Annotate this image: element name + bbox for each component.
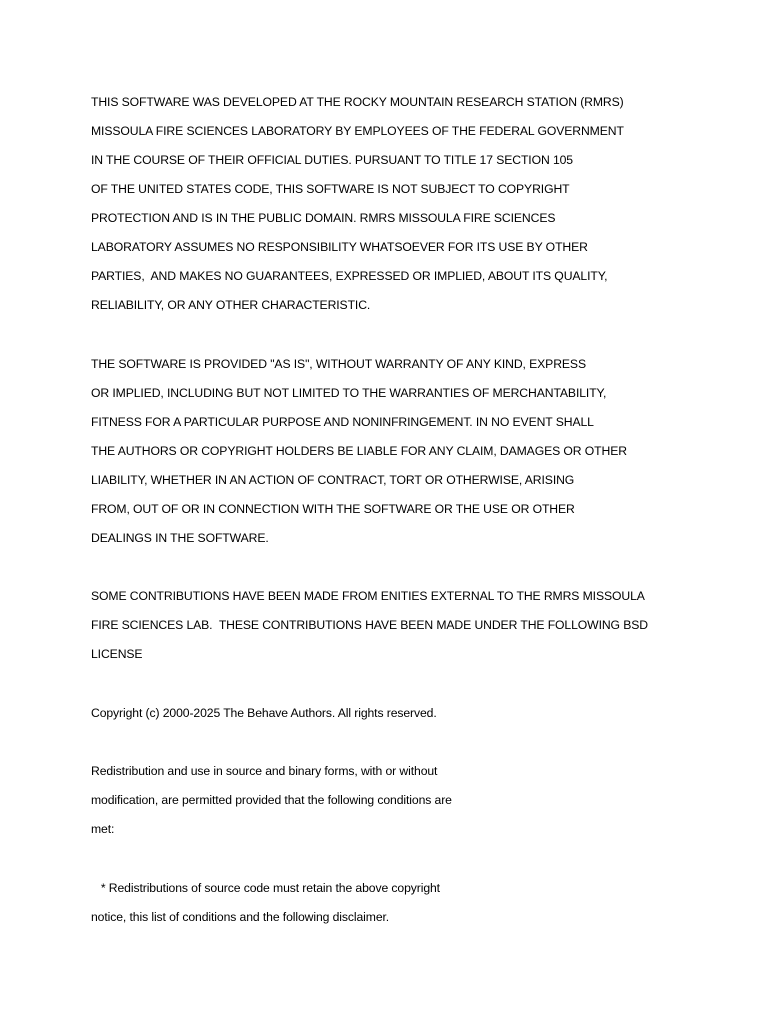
copyright-line: Copyright (c) 2000-2025 The Behave Authors. All rights reserved. [91, 706, 437, 720]
text-line: modification, are permitted provided that the following conditions are [91, 793, 452, 807]
text-line: IN THE COURSE OF THEIR OFFICIAL DUTIES. PURSUANT TO TITLE 17 SECTION 105 [91, 153, 573, 167]
text-line: THE AUTHORS OR COPYRIGHT HOLDERS BE LIABLE FOR ANY CLAIM, DAMAGES OR OTHER [91, 444, 627, 458]
text-line: * Redistributions of source code must retain the above copyright [91, 881, 440, 895]
text-line: MISSOULA FIRE SCIENCES LABORATORY BY EMPLOYEES OF THE FEDERAL GOVERNMENT [91, 124, 624, 138]
text-line: OR IMPLIED, INCLUDING BUT NOT LIMITED TO THE WARRANTIES OF MERCHANTABILITY, [91, 386, 607, 400]
text-line: FITNESS FOR A PARTICULAR PURPOSE AND NONINFRINGEMENT. IN NO EVENT SHALL [91, 415, 594, 429]
text-line: FIRE SCIENCES LAB. THESE CONTRIBUTIONS HAVE BEEN MADE UNDER THE FOLLOWING BSD [91, 618, 648, 632]
text-line: notice, this list of conditions and the following disclaimer. [91, 910, 390, 924]
text-line: LICENSE [91, 647, 143, 661]
text-line: met: [91, 822, 115, 836]
text-line: PARTIES, AND MAKES NO GUARANTEES, EXPRESSED OR IMPLIED, ABOUT ITS QUALITY, [91, 269, 608, 283]
text-line: DEALINGS IN THE SOFTWARE. [91, 531, 269, 545]
text-line: OF THE UNITED STATES CODE, THIS SOFTWARE IS NOT SUBJECT TO COPYRIGHT [91, 182, 570, 196]
text-line: THE SOFTWARE IS PROVIDED "AS IS", WITHOUT WARRANTY OF ANY KIND, EXPRESS [91, 357, 586, 371]
text-line: THIS SOFTWARE WAS DEVELOPED AT THE ROCKY MOUNTAIN RESEARCH STATION (RMRS) [91, 95, 624, 109]
text-line: RELIABILITY, OR ANY OTHER CHARACTERISTIC. [91, 298, 371, 312]
text-line: LIABILITY, WHETHER IN AN ACTION OF CONTRACT, TORT OR OTHERWISE, ARISING [91, 473, 575, 487]
text-line: SOME CONTRIBUTIONS HAVE BEEN MADE FROM ENITIES EXTERNAL TO THE RMRS MISSOULA [91, 589, 645, 603]
text-line: FROM, OUT OF OR IN CONNECTION WITH THE SOFTWARE OR THE USE OR OTHER [91, 502, 575, 516]
text-line: PROTECTION AND IS IN THE PUBLIC DOMAIN. RMRS MISSOULA FIRE SCIENCES [91, 211, 556, 225]
text-line: LABORATORY ASSUMES NO RESPONSIBILITY WHATSOEVER FOR ITS USE BY OTHER [91, 240, 588, 254]
text-line: Redistribution and use in source and binary forms, with or without [91, 764, 438, 778]
